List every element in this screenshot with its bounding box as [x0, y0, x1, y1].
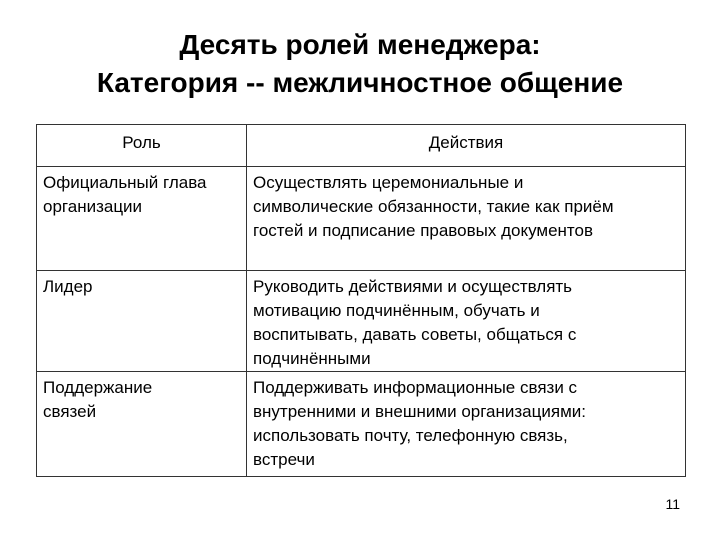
slide-title	[0, 26, 720, 102]
actions-cell	[247, 167, 686, 271]
table-header-row	[37, 125, 686, 167]
page-number: 11	[665, 496, 680, 512]
actions-text: Поддерживать информационные связи с	[253, 378, 578, 397]
table-row	[37, 167, 686, 271]
actions-cell	[247, 372, 686, 477]
actions-text: Руководить действиями и осуществлять	[253, 277, 573, 296]
role-text: организации	[43, 197, 143, 216]
actions-text: использовать почту, телефонную связь,	[253, 426, 568, 445]
role-text: связей	[43, 402, 97, 421]
header-actions: Действия	[247, 125, 686, 167]
title-line-1: Десять ролей менеджера:	[179, 29, 541, 60]
table-row	[37, 372, 686, 477]
actions-text: подчинёнными	[253, 349, 371, 368]
actions-cell	[247, 271, 686, 372]
actions-text: внутренними и внешними организациями:	[253, 402, 586, 421]
role-cell	[37, 271, 247, 372]
table-row	[37, 271, 686, 372]
actions-text: мотивацию подчинённым, обучать и	[253, 301, 540, 320]
actions-text: встречи	[253, 450, 315, 469]
actions-text: воспитывать, давать советы, общаться с	[253, 325, 577, 344]
actions-text: Осуществлять церемониальные и	[253, 173, 524, 192]
role-text: Лидер	[43, 277, 93, 296]
header-role: Роль	[37, 125, 247, 167]
roles-table	[36, 124, 686, 477]
role-cell	[37, 167, 247, 271]
title-line-2: Категория -- межличностное общение	[96, 67, 624, 98]
actions-text: гостей и подписание правовых документов	[253, 221, 593, 240]
actions-text: символические обязанности, такие как приём	[253, 197, 614, 216]
role-cell	[37, 372, 247, 477]
role-text: Поддержание	[43, 378, 153, 397]
role-text: Официальный глава	[43, 173, 207, 192]
